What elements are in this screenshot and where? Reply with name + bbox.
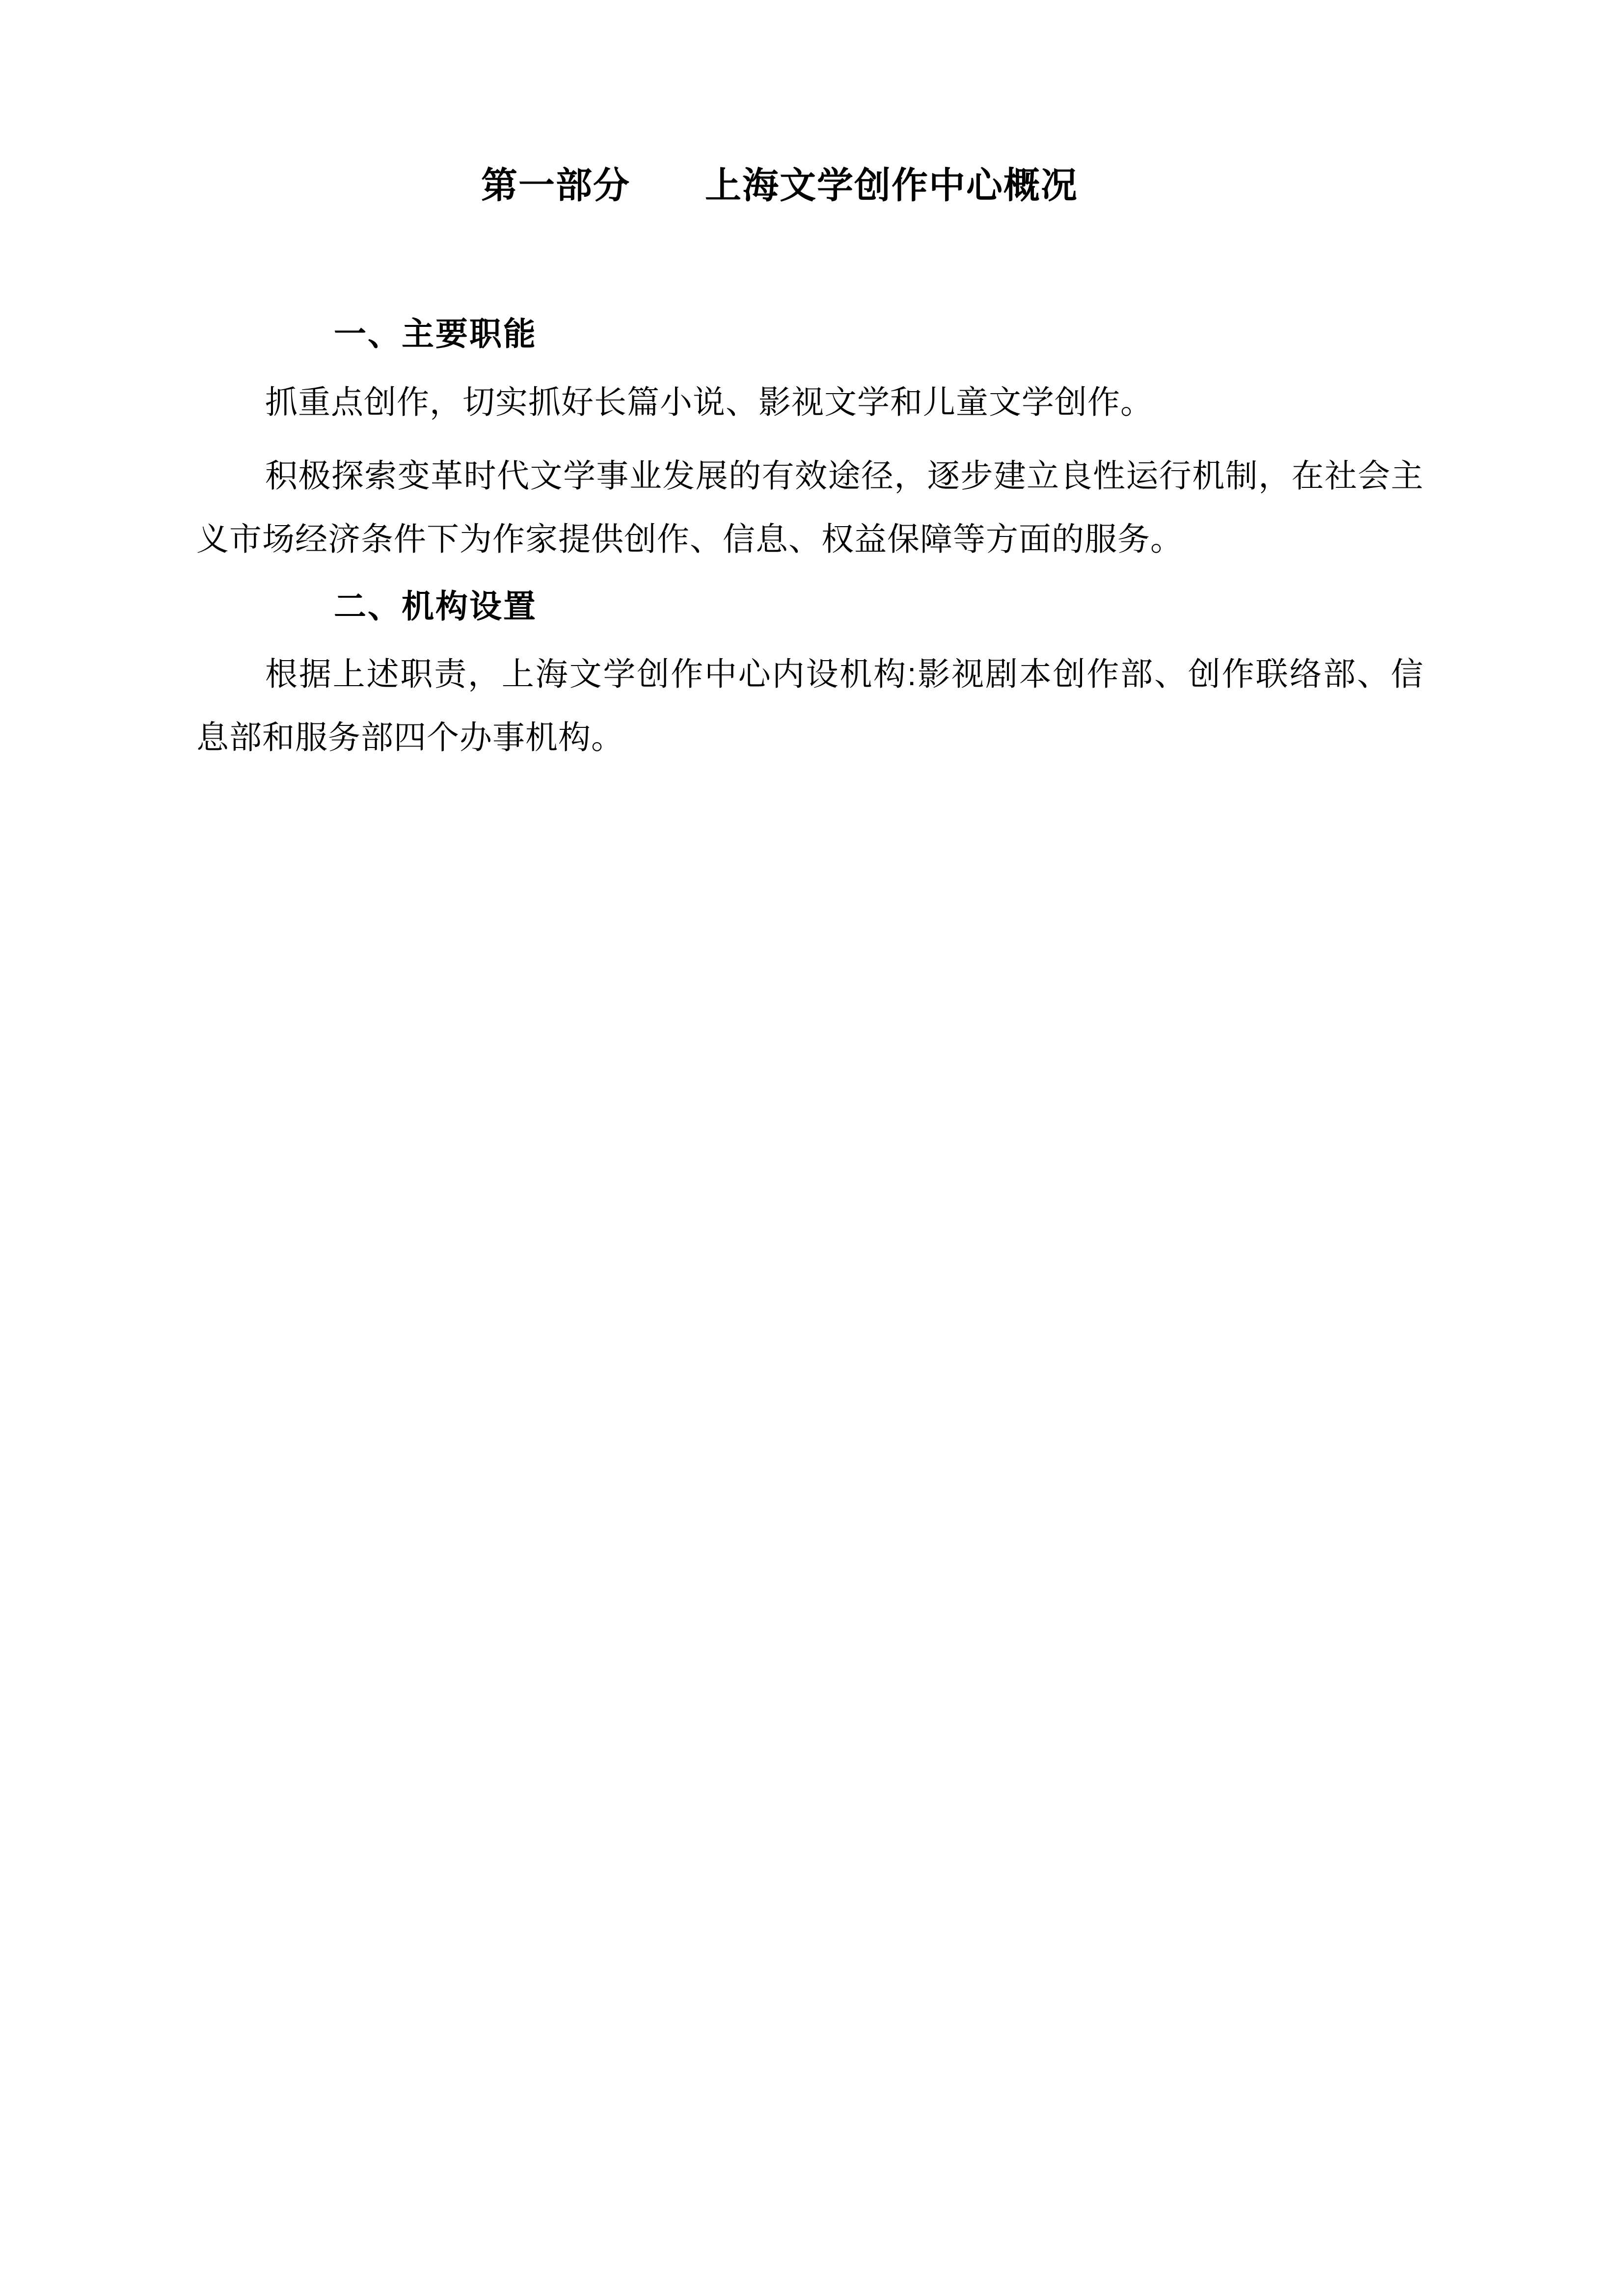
paragraph-key-creation: 抓重点创作，切实抓好长篇小说、影视文学和儿童文学创作。 <box>265 383 1153 420</box>
document-body <box>196 162 1424 769</box>
paragraph-internal-departments: 根据上述职责，上海文学创作中心内设机构:影视剧本创作部、创作联络部、信息部和服务部四个办事机构。 <box>196 656 1424 755</box>
spacer <box>196 209 1424 311</box>
section-heading-organization: 二、机构设置 <box>334 587 537 625</box>
section-heading-main-functions: 一、主要职能 <box>334 315 537 353</box>
spacer <box>196 571 1424 584</box>
spacer <box>196 357 1424 371</box>
spacer <box>196 629 1424 642</box>
page-title: 第一部分 上海文学创作中心概况 <box>481 165 1078 206</box>
paragraph-service-mechanism: 积极探索变革时代文学事业发展的有效途径，逐步建立良性运行机制，在社会主义市场经济条件下为作家提供创作、信息、权益保障等方面的服务。 <box>196 457 1424 557</box>
spacer <box>196 433 1424 444</box>
